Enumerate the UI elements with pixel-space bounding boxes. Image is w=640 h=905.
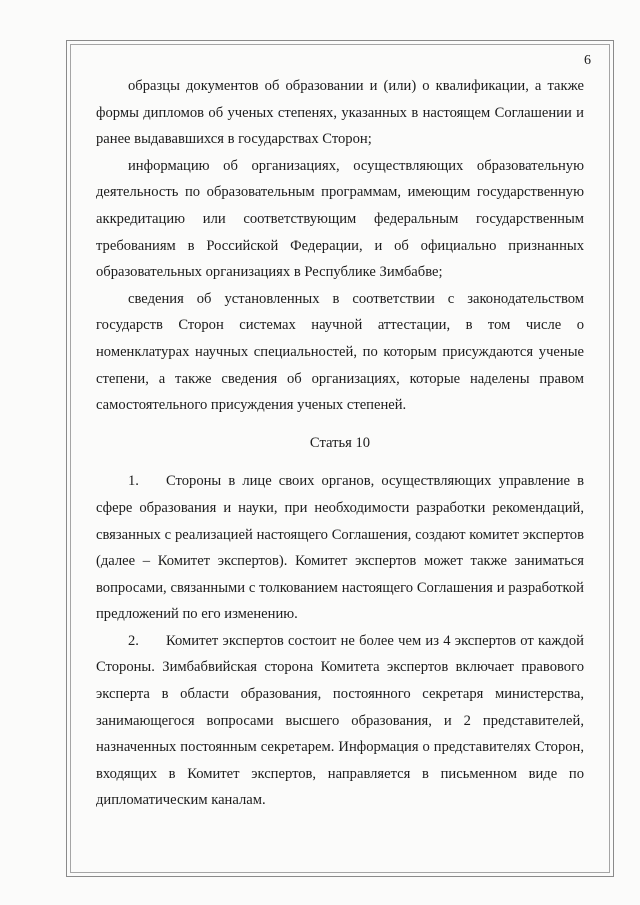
document-body bbox=[96, 73, 584, 814]
paragraph-organizations-info: информацию об организациях, осуществляющих образовательную деятельность по образовательным программам, имеющим государственную аккредитацию или соответствующим федеральным государственным требованиям в Российской Федерации, и об официально признанных образовательных организациях в Республике Зимбабве; bbox=[96, 157, 584, 281]
article-item-number: 2. bbox=[128, 632, 139, 649]
paragraph-document-samples: образцы документов об образовании и (или) о квалификации, а также формы дипломов об ученых степенях, указанных в настоящем Соглашении и ранее выдававшихся в государствах Сторон; bbox=[96, 78, 584, 148]
page-number: 6 bbox=[584, 53, 591, 68]
article-item-text: Стороны в лице своих органов, осуществляющих управление в сфере образования и науки, при необходимости разработки рекомендаций, связанных с реализацией настоящего Соглашения, создают комитет экспертов (далее – Комитет экспертов). Комитет экспертов может также заниматься вопросами, связанными с толкованием настоящего Соглашения и разработкой предложений по его изменению. bbox=[96, 473, 584, 623]
article-item-2 bbox=[96, 628, 584, 814]
article-item-number: 1. bbox=[128, 473, 139, 490]
article-title: Статья 10 bbox=[309, 434, 371, 451]
article-item-1 bbox=[96, 468, 584, 628]
paragraph-attestation-systems: сведения об установленных в соответствии с законодательством государств Сторон системах научной аттестации, в том числе о номенклатурах научных специальностей, по которым присуждаются ученые степени, а также сведения об организациях, которые наделены правом самостоятельного присуждения ученых степеней. bbox=[96, 290, 584, 414]
article-item-text: Комитет экспертов состоит не более чем из 4 экспертов от каждой Стороны. Зимбабвийская сторона Комитета экспертов включает правового эксперта в области образования, постоянного секретаря министерства, занимающегося вопросами высшего образования, и 2 представителей, назначенных постоянным секретарем. Информация о представителях Сторон, входящих в Комитет экспертов, направляется в письменном виде по дипломатическим каналам. bbox=[96, 632, 584, 809]
